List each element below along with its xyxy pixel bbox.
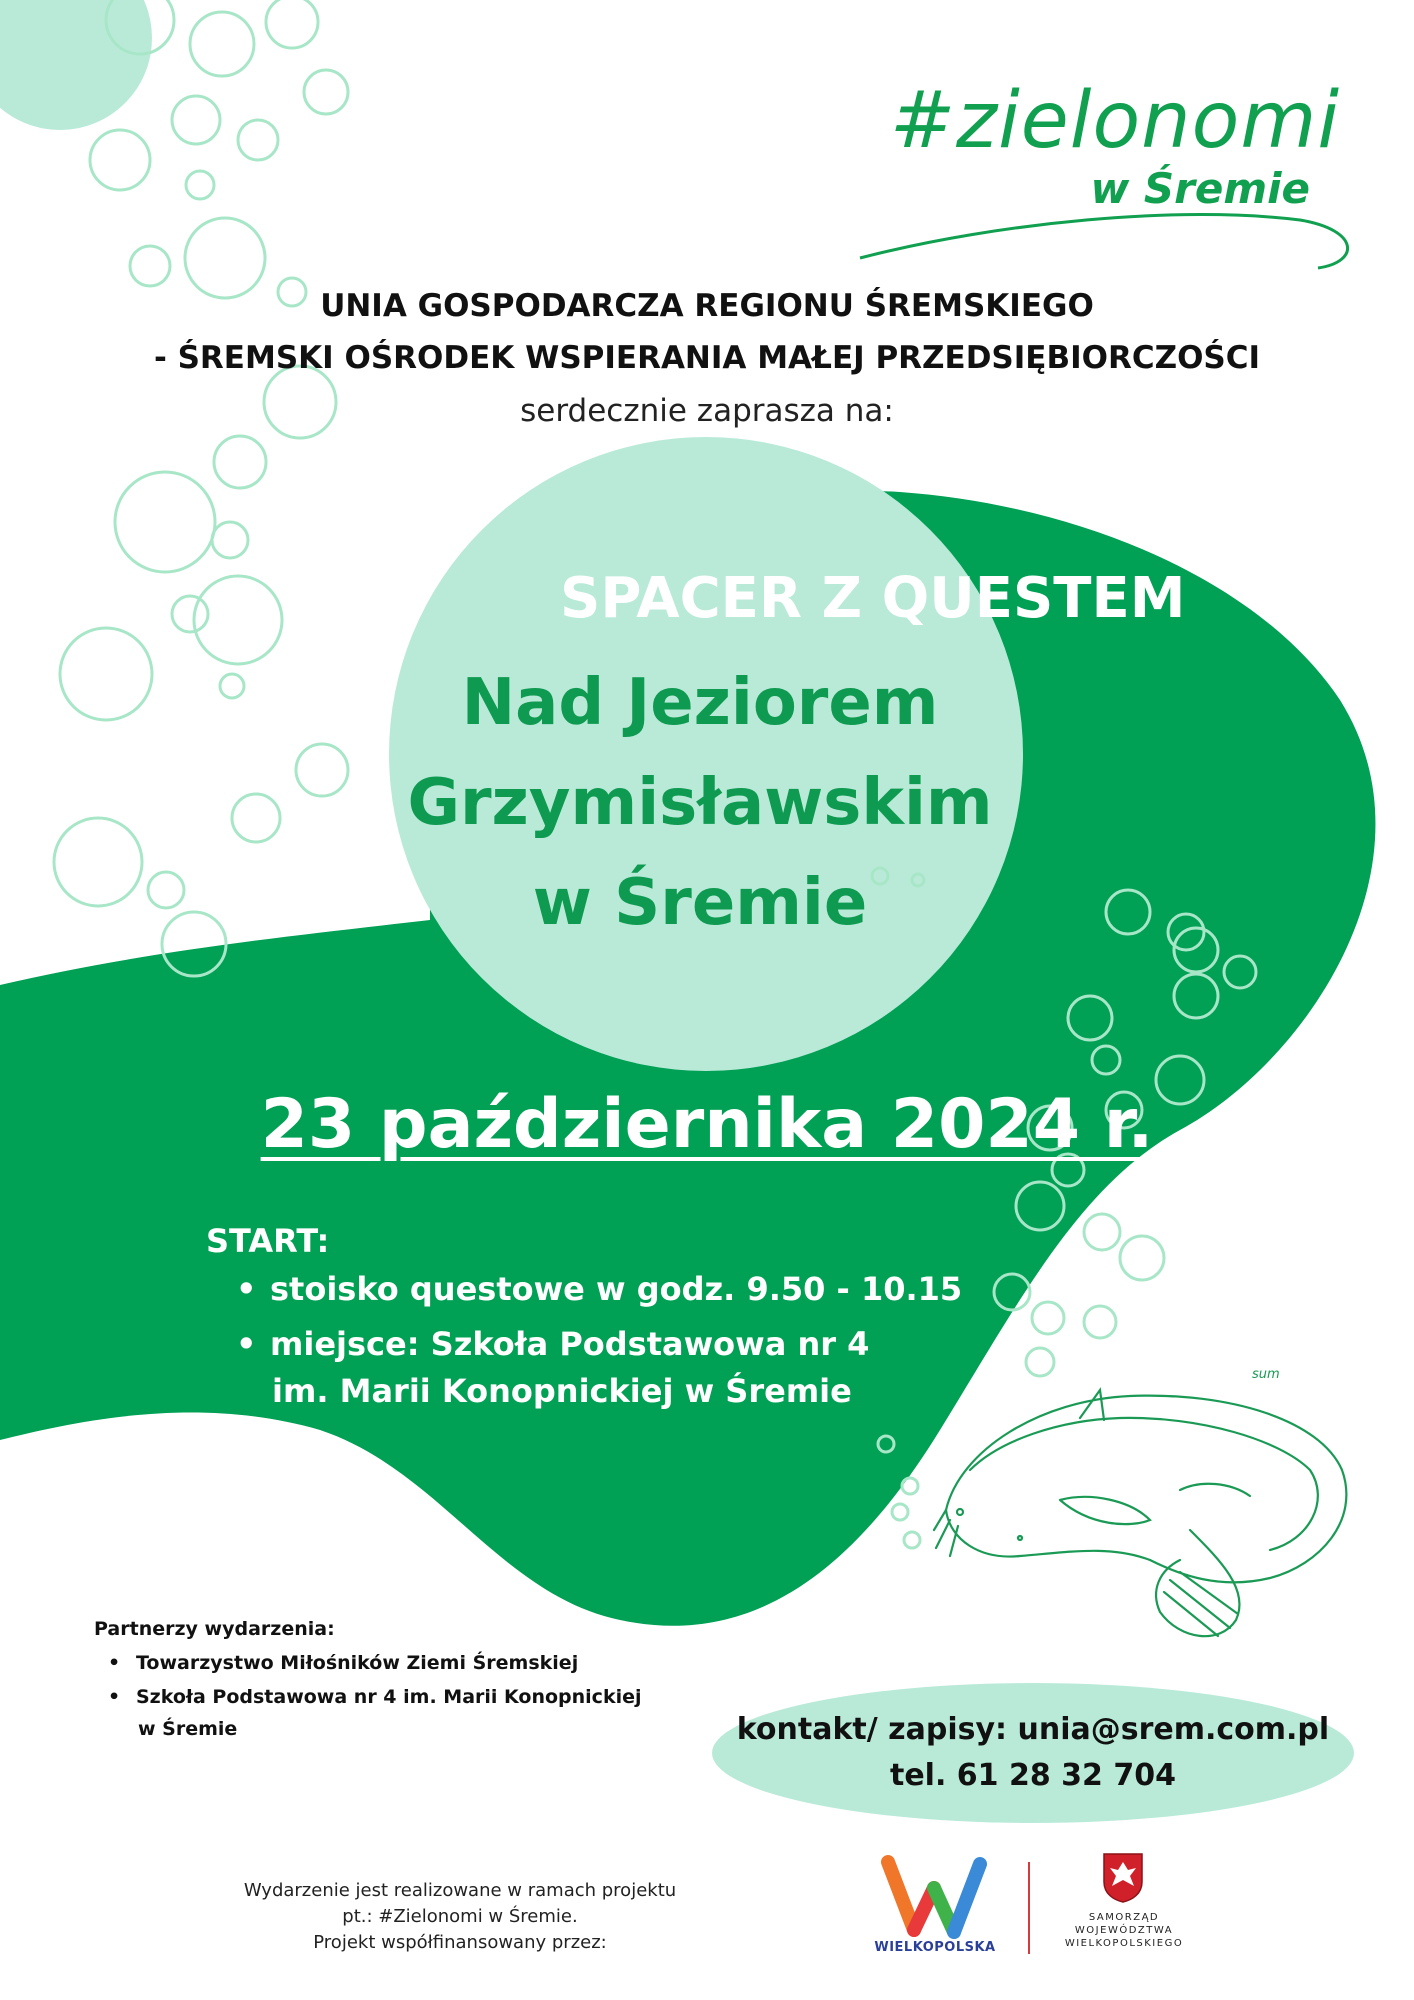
footer-line-2: pt.: #Zielonomi w Śremie. xyxy=(342,1906,578,1927)
organizer-line-1: UNIA GOSPODARCZA REGIONU ŚREMSKIEGO xyxy=(320,288,1094,324)
logo-title: #zielonomi xyxy=(889,76,1340,166)
start-item-place-continuation: im. Marii Konopnickiej w Śremie xyxy=(272,1372,852,1410)
start-item-time xyxy=(236,1270,962,1308)
bullet: • xyxy=(236,1270,257,1308)
corner-circle-shape xyxy=(0,0,152,130)
event-title-line-1: Nad Jeziorem xyxy=(461,666,939,740)
samorzad-label-1: SAMORZĄD xyxy=(1088,1912,1160,1923)
footer-line-1: Wydarzenie jest realizowane w ramach projektu xyxy=(243,1880,677,1901)
footer-line-3: Projekt współfinansowany przez: xyxy=(313,1932,607,1953)
catfish-drawing-icon xyxy=(934,1390,1346,1636)
wielkopolska-logo-icon xyxy=(880,1848,990,1944)
catfish-label: sum xyxy=(1252,1367,1280,1382)
partner-item-text: Szkoła Podstawowa nr 4 im. Marii Konopnickiej xyxy=(136,1686,642,1708)
bullet: • xyxy=(236,1325,257,1363)
sponsor-divider xyxy=(1028,1862,1030,1954)
samorzad-label-2: WOJEWÓDZTWA xyxy=(1074,1925,1174,1936)
event-title-line-2: Grzymisławskim xyxy=(407,766,993,840)
event-kicker: SPACER Z QUESTEM xyxy=(560,566,1186,631)
logo-subtitle: w Śremie xyxy=(1090,164,1310,213)
partner-item-text: Towarzystwo Miłośników Ziemi Śremskiej xyxy=(136,1652,579,1674)
organizer-line-2: - ŚREMSKI OŚRODEK WSPIERANIA MAŁEJ PRZEDSIĘBIORCZOŚCI xyxy=(153,340,1261,376)
bullet: • xyxy=(108,1652,121,1674)
partners-title: Partnerzy wydarzenia: xyxy=(94,1618,335,1640)
event-date-container xyxy=(100,1085,1314,1164)
start-item-time-text: stoisko questowe w godz. 9.50 - 10.15 xyxy=(270,1270,963,1308)
start-item-place-text: miejsce: Szkoła Podstawowa nr 4 xyxy=(270,1325,870,1363)
contact-oval xyxy=(712,1683,1354,1823)
start-label: START: xyxy=(206,1222,330,1260)
logo-swoosh-shape xyxy=(860,215,1348,268)
start-item-place xyxy=(236,1325,869,1363)
event-date: 23 października 2024 r. xyxy=(260,1085,1154,1164)
bullet: • xyxy=(108,1686,121,1708)
partner-item xyxy=(108,1652,578,1674)
partner-item-continuation: w Śremie xyxy=(138,1718,238,1740)
mint-circle-shape xyxy=(389,437,1023,1071)
contact-phone[interactable]: tel. 61 28 32 704 xyxy=(889,1758,1176,1793)
invite-text: serdecznie zaprasza na: xyxy=(520,393,894,429)
event-title-line-3: w Śremie xyxy=(532,866,868,940)
bubbles-left xyxy=(54,0,348,976)
contact-email[interactable]: kontakt/ zapisy: unia@srem.com.pl xyxy=(736,1712,1330,1747)
coat-of-arms-icon xyxy=(1102,1852,1144,1904)
wielkopolska-label: WIELKOPOLSKA xyxy=(874,1940,996,1955)
partner-item xyxy=(108,1686,642,1708)
samorzad-label-3: WIELKOPOLSKIEGO xyxy=(1064,1938,1184,1949)
